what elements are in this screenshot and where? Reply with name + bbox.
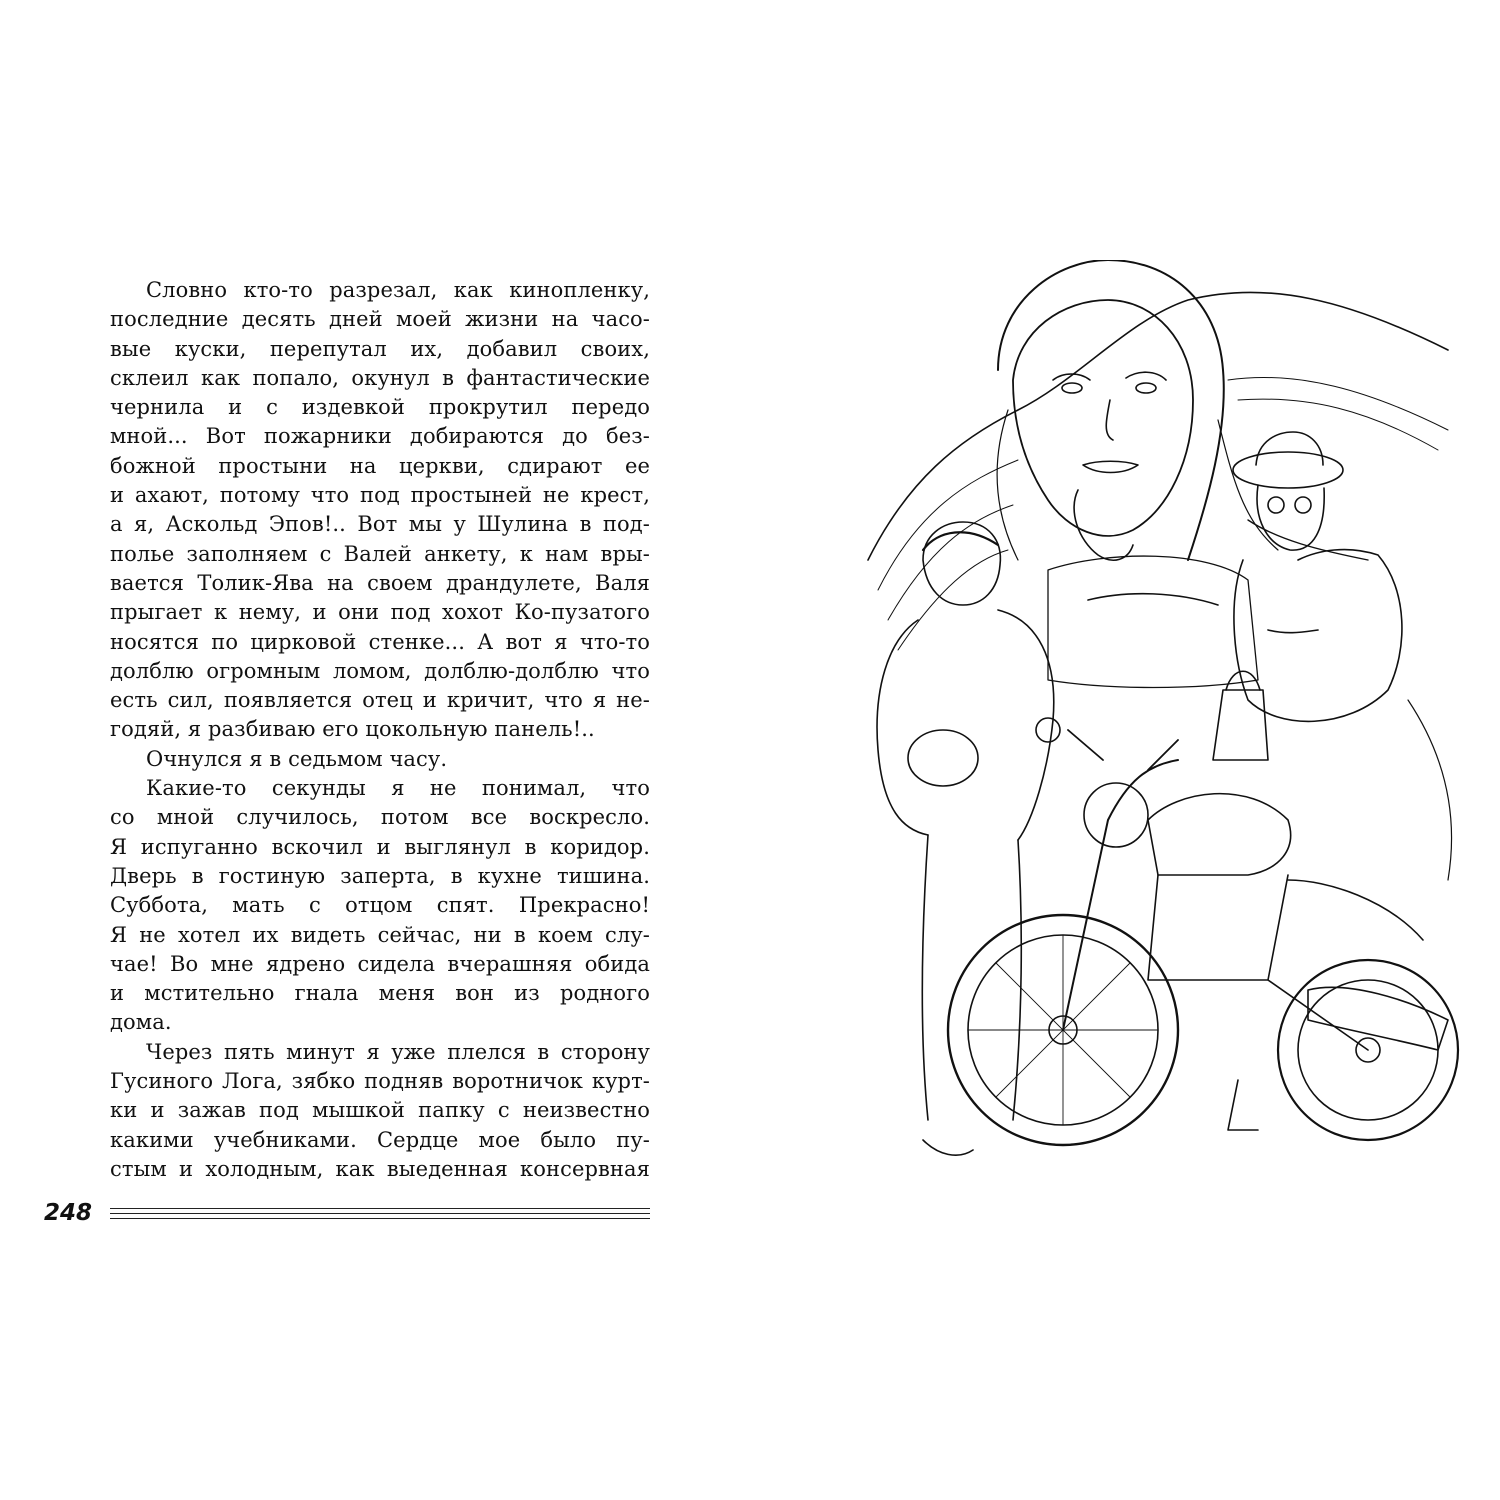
text-line: Дверь в гостиную заперта, в кухне тишина. xyxy=(110,863,650,888)
text-line: чае! Во мне ядрено сидела вчерашняя обида xyxy=(110,951,650,976)
text-line: Очнулся я в седьмом часу. xyxy=(146,746,448,771)
footer-rule xyxy=(110,1213,650,1214)
text-line: последние десять дней моей жизни на часо- xyxy=(110,307,650,332)
hills-shape xyxy=(868,292,1448,560)
text-line: со мной случилось, потом все воскресло. xyxy=(110,805,650,830)
text-line: прыгает к нему, и они под хохот Ко-пузатого xyxy=(110,600,650,625)
text-line: вается Толик-Ява на своем драндулете, Валя xyxy=(110,570,650,595)
text-line: божной простыни на церкви, сдирают ее xyxy=(110,453,650,478)
text-line: и мстительно гнала меня вон из родного xyxy=(110,981,650,1006)
hills-shading xyxy=(878,460,1018,650)
text-line: а я, Аскольд Эпов!.. Вот мы у Шулина в под- xyxy=(110,512,650,537)
text-line: мной... Вот пожарники добираются до без- xyxy=(110,424,650,449)
text-line: и ахают, потому что под простыней не крест, xyxy=(110,483,650,508)
footer-rule xyxy=(110,1208,650,1209)
woman-figure xyxy=(1233,432,1452,880)
text-line: чернила и с издевкой прокрутил передо xyxy=(110,395,650,420)
text-line: полье заполняем с Валей анкету, к нам вры- xyxy=(110,541,650,566)
text-line: долблю огромным ломом, долблю-долблю что xyxy=(110,658,650,683)
motorcycle xyxy=(948,718,1458,1145)
text-line: стым и холодным, как выеденная консервная xyxy=(110,1156,650,1181)
illustration xyxy=(848,260,1468,1172)
text-line: какими учебниками. Сердце мое было пу- xyxy=(110,1127,650,1152)
page-footer xyxy=(44,1196,650,1230)
boy-figure xyxy=(877,522,1054,1155)
text-line: носятся по цирковой стенке... А вот я что-то xyxy=(110,629,650,654)
illustration-icon xyxy=(848,260,1468,1172)
text-line: Я испуганно вскочил и выглянул в коридор. xyxy=(110,834,650,859)
text-line: есть сил, появляется отец и кричит, что я не- xyxy=(110,688,650,713)
text-line: Я не хотел их видеть сейчас, ни в коем слу- xyxy=(110,922,650,947)
text-line: вые куски, перепутал их, добавил своих, xyxy=(110,336,650,361)
footer-rule xyxy=(110,1218,650,1219)
text-line: годяй, я разбиваю его цокольную панель!.. xyxy=(110,717,595,742)
body-text xyxy=(110,276,650,1184)
text-line: дома. xyxy=(110,1010,172,1035)
page-number: 248 xyxy=(44,1200,93,1226)
text-line: Суббота, мать с отцом спят. Прекрасно! xyxy=(110,893,650,918)
text-line: склеил как попало, окунул в фантастические xyxy=(110,365,650,390)
text-line: Гусиного Лога, зябко подняв воротничок курт- xyxy=(110,1069,650,1094)
girl-portrait xyxy=(997,260,1368,560)
text-line: ки и зажав под мышкой папку с неизвестно xyxy=(110,1098,650,1123)
text-line: Словно кто-то разрезал, как кинопленку, xyxy=(146,278,650,302)
car-sketch xyxy=(1048,556,1258,687)
text-line: Через пять минут я уже плелся в сторону xyxy=(146,1039,650,1064)
text-line: Какие-то секунды я не понимал, что xyxy=(146,776,650,801)
